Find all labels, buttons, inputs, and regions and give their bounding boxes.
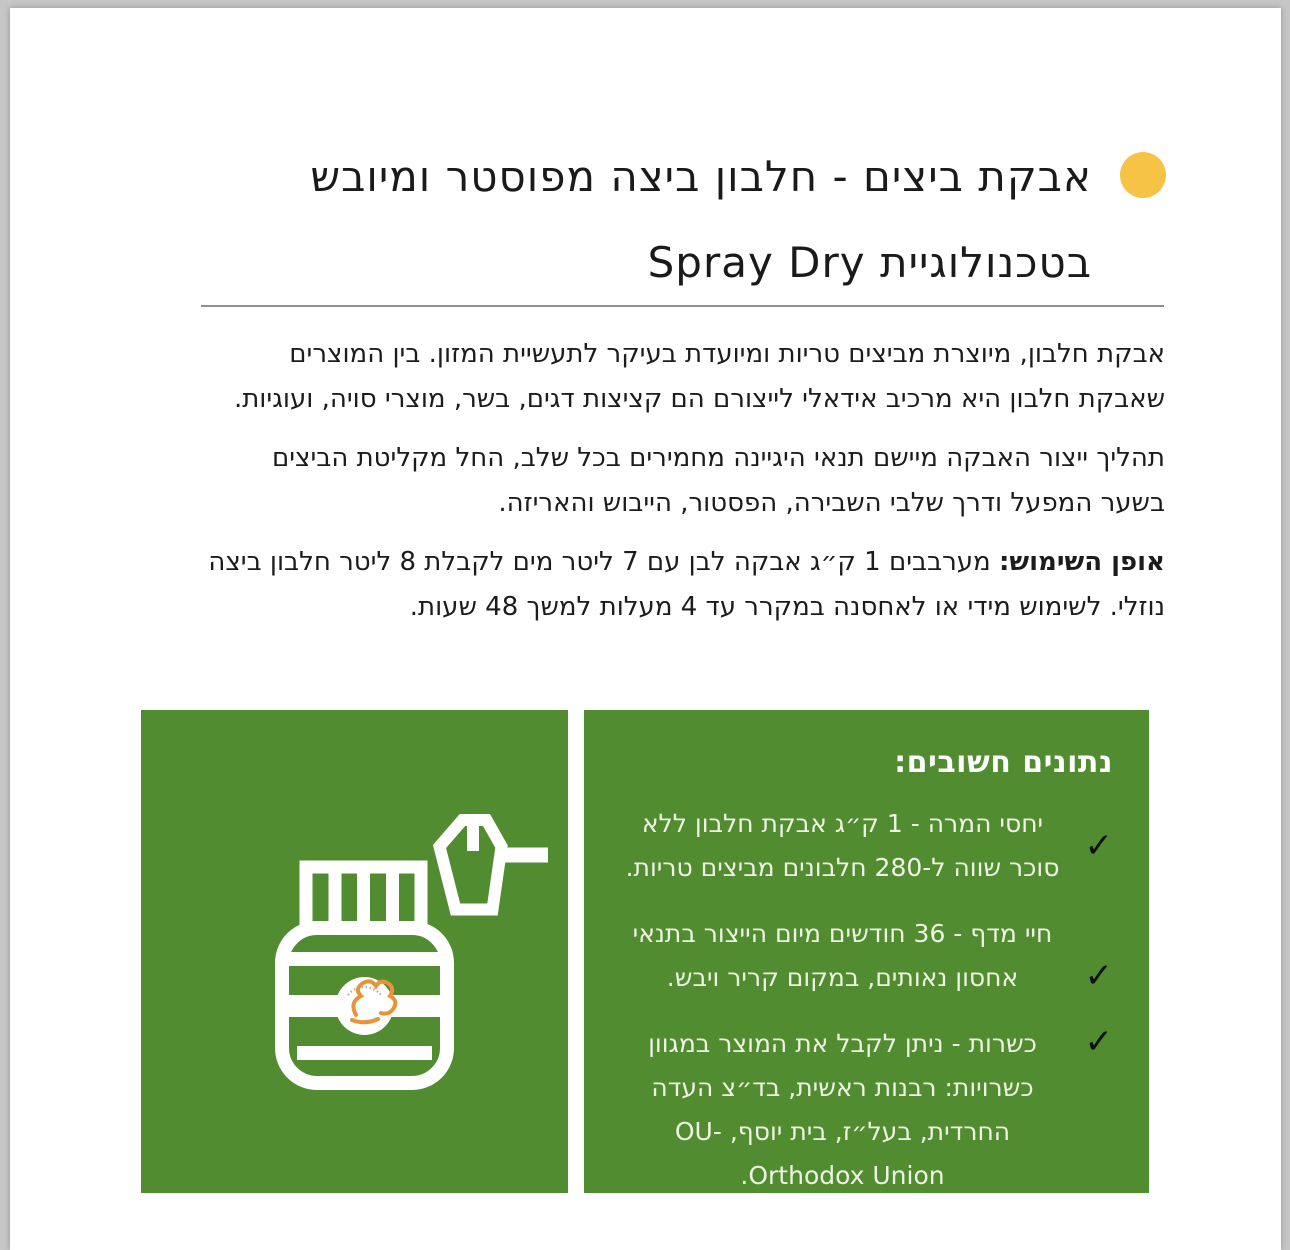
jar-cap: [306, 867, 421, 928]
usage-text: מערבבים 1 ק״ג אבקה לבן עם 7 ליטר מים לקבלת 8 ליטר חלבון ביצה נוזלי. לשימוש מידי או לאחסנה במקרר עד 4 מעלות למשך 48 שעות.: [208, 547, 1165, 622]
list-item-text: כשרות - ניתן לקבל את המוצר במגוון כשרויות: רבנות ראשית, בד״צ העדה החרדית, בעל״ז, בית יוסף, OU- Orthodox Union.: [648, 1029, 1037, 1190]
list-item-shelf-life: [614, 912, 1113, 1000]
checkmark-icon: ✓: [1084, 826, 1113, 866]
title-divider: [201, 305, 1164, 307]
egg-powder-jar-icon: [262, 803, 562, 1103]
label-band-right: [288, 995, 338, 1017]
bullet-dot-icon: [1120, 152, 1166, 198]
document-page: [10, 8, 1281, 1250]
body-text: [205, 332, 1165, 644]
title-line-1: אבקת ביצים - חלבון ביצה מפוסטר ומיובש: [310, 152, 1092, 201]
paragraph-intro: אבקת חלבון, מיוצרת מביצים טריות ומיועדת בעיקר לתעשיית המזון. בין המוצרים שאבקת חלבון היא מרכיב אידאלי לייצורם הם קציצות דגים, בשר, מוצרי סויה, ועוגיות.: [233, 339, 1165, 414]
paragraph-process: תהליך ייצור האבקה מיישם תנאי היגיינה מחמירים בכל שלב, החל מקליטת הביצים בשער המפעל ודרך שלבי השבירה, הפסטור, הייבוש והאריזה.: [271, 443, 1165, 518]
info-box-heading: נתונים חשובים:: [894, 745, 1113, 780]
checkmark-icon: ✓: [1084, 956, 1113, 996]
checkmark-icon: ✓: [1084, 1022, 1113, 1062]
list-item-conversion: [614, 802, 1113, 890]
title-line-2: בטכנולוגיית Spray Dry: [647, 238, 1092, 287]
scoop-icon: [440, 820, 549, 910]
usage-label: אופן השימוש:: [998, 547, 1165, 577]
list-item-text: יחסי המרה - 1 ק״ג אבקת חלבון ללא סוכר שווה ל-280 חלבונים מביצים טריות.: [625, 809, 1060, 882]
list-item-text: חיי מדף - 36 חודשים מיום הייצור בתנאי אחסון נאותים, במקום קריר ויבש.: [632, 919, 1053, 992]
title-row: [310, 134, 1166, 306]
logo-badge: [336, 977, 396, 1035]
page-title: [310, 134, 1092, 306]
list-item-kashrut: [614, 1022, 1113, 1198]
product-image-box: [141, 710, 568, 1193]
label-band-left: [391, 995, 441, 1017]
info-box: [584, 710, 1149, 1193]
paragraph-usage: [205, 540, 1165, 630]
